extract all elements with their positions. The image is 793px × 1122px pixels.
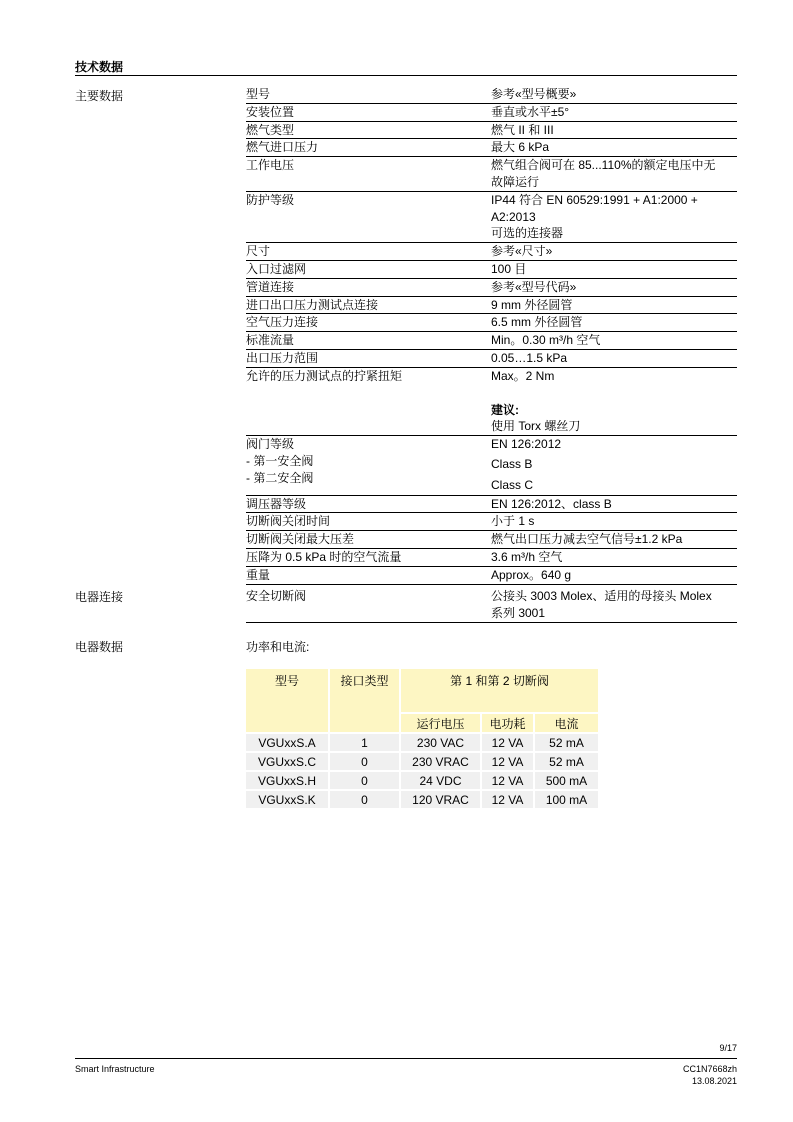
connection-value-line-2: 系列 3001 [491, 605, 546, 620]
row-interface: 0 [330, 772, 399, 789]
spec-key: 切断阀关闭最大压差 [246, 532, 355, 547]
spec-value [491, 496, 737, 513]
footer-divider [75, 1058, 737, 1059]
spec-key: 尺寸 [246, 244, 271, 259]
row-interface: 1 [330, 734, 399, 751]
spec-value [491, 588, 737, 622]
spec-row [246, 157, 737, 192]
spec-value [491, 332, 737, 349]
header-voltage: 运行电压 [401, 714, 480, 732]
spec-value [491, 104, 737, 121]
spec-key: 工作电压 [246, 158, 295, 173]
footer-doc-id: CC1N7668zh [682, 1064, 737, 1074]
spec-value-line: EN 126:2012、class B [491, 496, 612, 511]
spec-row [246, 314, 737, 332]
table-row [246, 791, 598, 808]
spec-value [491, 297, 737, 314]
row-consumption: 12 VA [482, 791, 533, 808]
spec-value-line: Min。0.30 m³/h 空气 [491, 333, 601, 348]
spec-row [246, 279, 737, 297]
spec-key: 管道连接 [246, 279, 295, 294]
spec-value [491, 243, 737, 260]
spec-value [491, 314, 737, 331]
spec-row [246, 567, 737, 585]
spec-key: 燃气进口压力 [246, 140, 319, 155]
row-voltage: 120 VRAC [401, 791, 480, 808]
section-label-main-data: 主要数据 [75, 89, 124, 103]
recommend-label: 建议: [491, 402, 519, 417]
spec-value [491, 531, 737, 548]
spec-value-line: 燃气出口压力减去空气信号±1.2 kPa [491, 532, 683, 547]
spec-value [491, 139, 737, 156]
row-interface: 0 [330, 753, 399, 770]
spec-value-line: 故障运行 [491, 174, 540, 189]
spec-row [246, 496, 737, 514]
header-current: 电流 [535, 714, 598, 732]
spec-key: 型号 [246, 87, 271, 101]
spec-value [491, 157, 737, 191]
spec-row [246, 261, 737, 279]
spec-key: 安装位置 [246, 104, 295, 119]
spec-row [246, 549, 737, 567]
spec-key: 标准流量 [246, 333, 295, 348]
spec-value [491, 513, 737, 530]
spec-rows-group-2 [246, 496, 737, 585]
spec-row-valve-class [246, 436, 737, 495]
spec-value-line: Approx。640 g [491, 567, 572, 582]
spec-value-line: 3.6 m³/h 空气 [491, 549, 563, 564]
spec-row-connection [246, 588, 737, 623]
header-interface: 接口类型 [330, 669, 399, 732]
spec-row [246, 297, 737, 315]
valve-class-sub1: - 第一安全阀 [246, 453, 314, 468]
table-row [246, 772, 598, 789]
spec-value-line: 燃气组合阀可在 85...110%的额定电压中无 [491, 158, 716, 173]
row-current: 500 mA [535, 772, 598, 789]
spec-key: 压降为 0.5 kPa 时的空气流量 [246, 549, 402, 564]
row-model: VGUxxS.C [246, 753, 328, 770]
spec-key: 空气压力连接 [246, 315, 319, 330]
power-table-body [246, 734, 598, 808]
spec-value [491, 86, 737, 103]
spec-key: 燃气类型 [246, 122, 295, 137]
section-label-electrical-data: 电器数据 [75, 640, 124, 654]
spec-value-line: 燃气 II 和 III [491, 122, 554, 137]
valve-class-b: Class B [491, 456, 533, 471]
row-voltage: 230 VRAC [401, 753, 480, 770]
spec-value [491, 350, 737, 367]
power-current-table [244, 667, 600, 810]
spec-key: 进口出口压力测试点连接 [246, 297, 379, 312]
row-interface: 0 [330, 791, 399, 808]
spec-value-line: 小于 1 s [491, 514, 535, 529]
row-model: VGUxxS.K [246, 791, 328, 808]
spec-value [491, 261, 737, 278]
spec-value-line: A2:2013 [491, 209, 536, 224]
table-row [246, 734, 598, 751]
spec-value [491, 436, 737, 494]
spec-row [246, 350, 737, 368]
spec-row [246, 192, 737, 243]
valve-class-sub2: - 第二安全阀 [246, 470, 314, 485]
row-model: VGUxxS.H [246, 772, 328, 789]
spec-value [491, 122, 737, 139]
connection-value-line-1: 公接头 3003 Molex、适用的母接头 Molex [491, 589, 712, 603]
torque-value: Max。2 Nm [491, 368, 555, 383]
row-model: VGUxxS.A [246, 734, 328, 751]
page-title: 技术数据 [75, 60, 124, 74]
spec-row [246, 104, 737, 122]
spec-value-line: 可选的连接器 [491, 226, 564, 241]
footer-date: 13.08.2021 [691, 1076, 737, 1086]
spec-value [491, 368, 737, 435]
spec-value [491, 192, 737, 242]
header-model: 型号 [246, 669, 328, 732]
row-voltage: 230 VAC [401, 734, 480, 751]
spec-value [491, 549, 737, 566]
spec-key: 安全切断阀 [246, 589, 307, 603]
spec-row [246, 243, 737, 261]
spec-row [246, 332, 737, 350]
row-current: 100 mA [535, 791, 598, 808]
spec-row [246, 513, 737, 531]
spec-value-line: 0.05…1.5 kPa [491, 350, 568, 365]
row-current: 52 mA [535, 753, 598, 770]
title-divider [75, 75, 737, 76]
footer-company: Smart Infrastructure [75, 1064, 155, 1074]
row-consumption: 12 VA [482, 772, 533, 789]
table-row [246, 753, 598, 770]
spec-value-line: 9 mm 外径圆管 [491, 297, 573, 312]
main-data-spec-table [246, 86, 737, 585]
spec-row [246, 531, 737, 549]
valve-class-c: Class C [491, 477, 534, 492]
spec-value-line: 100 目 [491, 261, 527, 276]
spec-value-line: 参考«型号概要» [491, 87, 577, 101]
spec-row [246, 86, 737, 104]
row-consumption: 12 VA [482, 753, 533, 770]
spec-value-line: 6.5 mm 外径圆管 [491, 315, 583, 330]
spacer [491, 385, 737, 402]
spec-key: 入口过滤网 [246, 261, 307, 276]
spec-rows-group-1 [246, 86, 737, 368]
row-voltage: 24 VDC [401, 772, 480, 789]
spec-value-line: 最大 6 kPa [491, 140, 550, 155]
row-current: 52 mA [535, 734, 598, 751]
power-intro: 功率和电流: [246, 640, 310, 654]
spec-key [246, 436, 491, 494]
spec-row [246, 122, 737, 140]
spec-key: 重量 [246, 567, 271, 582]
spec-value-line: 参考«型号代码» [491, 279, 577, 294]
spec-value-line: IP44 符合 EN 60529:1991 + A1:2000 + [491, 192, 698, 207]
spec-key: 防护等级 [246, 192, 295, 207]
valve-class-value: EN 126:2012 [491, 437, 562, 452]
row-consumption: 12 VA [482, 734, 533, 751]
spec-key: 允许的压力测试点的拧紧扭矩 [246, 368, 403, 383]
spec-row [246, 139, 737, 157]
spec-value [491, 279, 737, 296]
connection-spec-table [246, 588, 737, 623]
valve-class-key: 阀门等级 [246, 437, 295, 452]
spec-value-line: 垂直或水平±5° [491, 104, 570, 119]
page-number: 9/17 [719, 1043, 737, 1053]
spec-key: 调压器等级 [246, 496, 307, 511]
spec-value [491, 567, 737, 584]
section-label-electrical-connection: 电器连接 [75, 590, 124, 604]
spec-key: 出口压力范围 [246, 350, 319, 365]
recommend-text: 使用 Torx 螺丝刀 [491, 419, 581, 434]
header-group: 第 1 和第 2 切断阀 [401, 669, 598, 712]
header-consumption: 电功耗 [482, 714, 533, 732]
spec-key: 切断阀关闭时间 [246, 514, 331, 529]
spec-row-torque [246, 368, 737, 436]
spec-value-line: 参考«尺寸» [491, 244, 553, 259]
